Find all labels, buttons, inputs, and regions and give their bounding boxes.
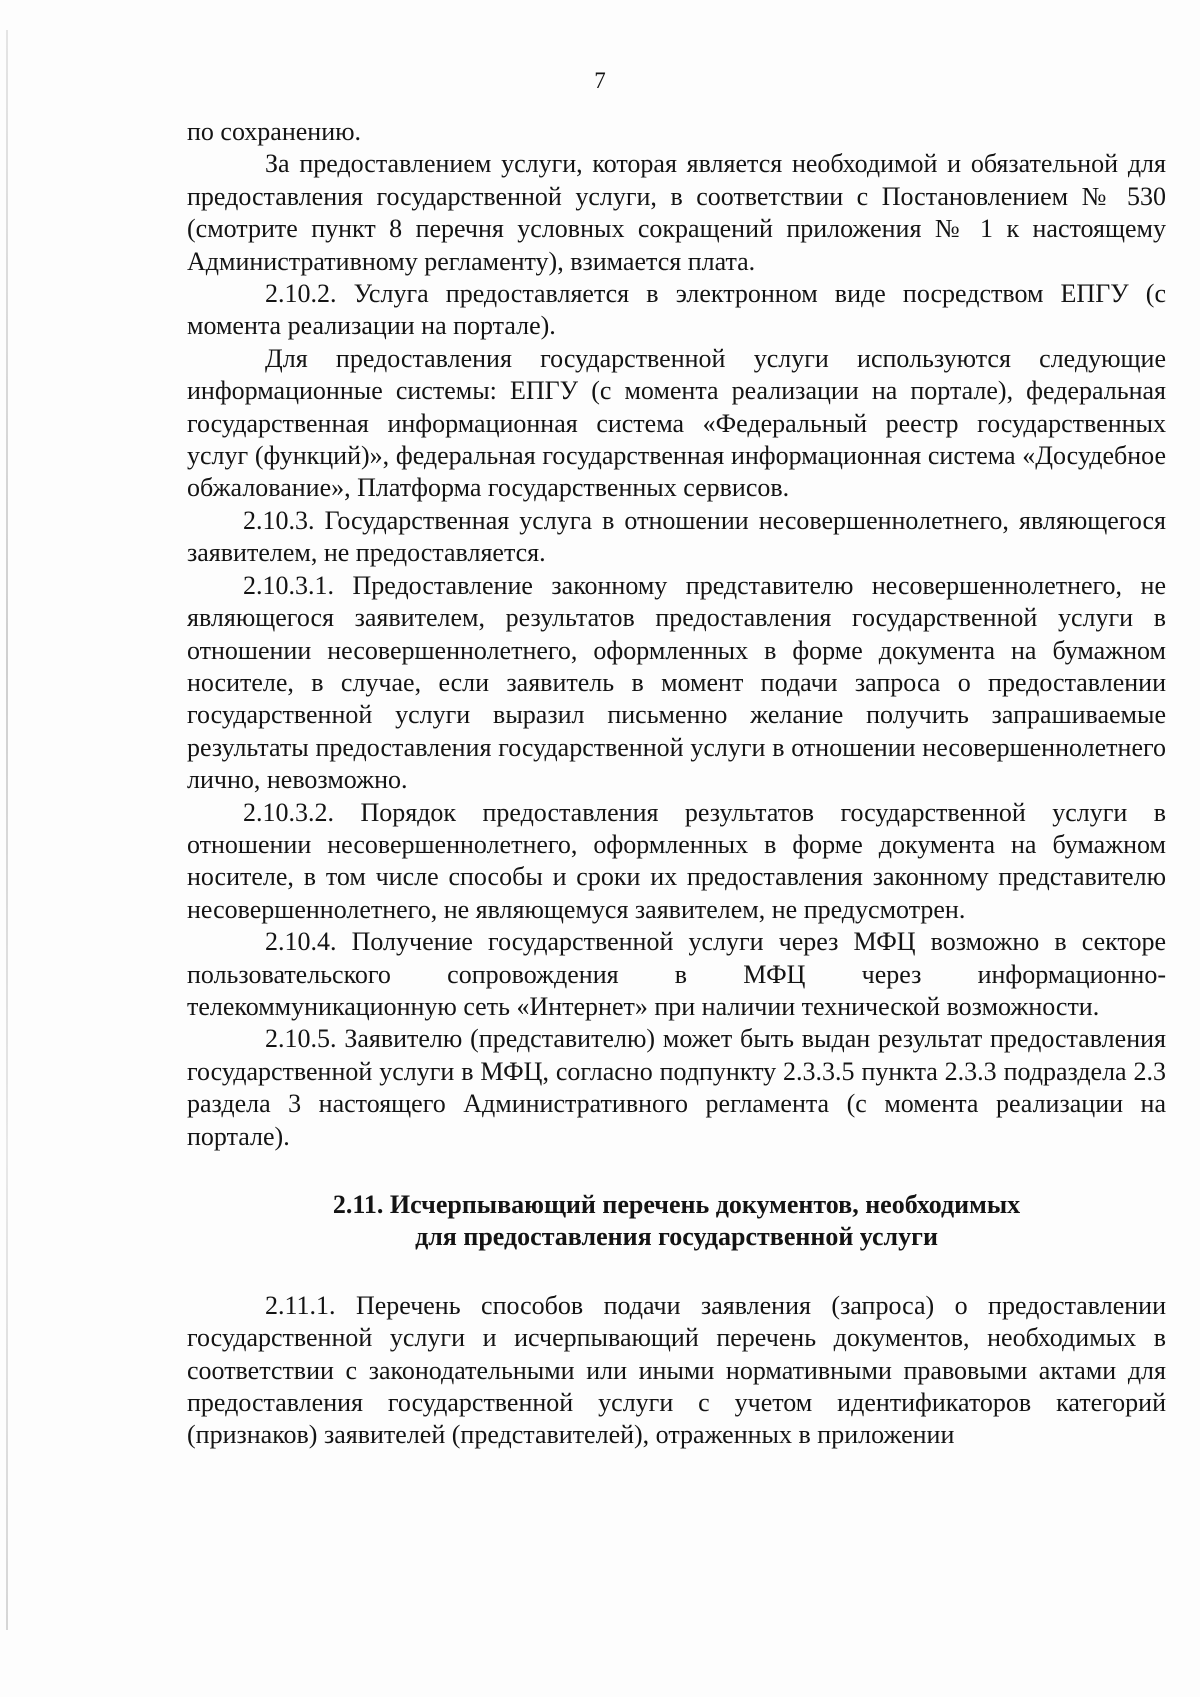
- section-heading: [187, 1189, 1166, 1254]
- paragraph-2-10-3: 2.10.3. Государственная услуга в отношении несовершеннолетнего, являющегося заявителем, не предоставляется.: [187, 505, 1166, 568]
- paragraph-fee: За предоставлением услуги, которая является необходимой и обязательной для предоставления государственной услуги, в соответствии с Постановлением № 530 (смотрите пункт 8 перечня условных сокращений приложения № 1 к настоящему Административному регламенту), взимается плата.: [187, 149, 1166, 276]
- paragraph-2-10-2: 2.10.2. Услуга предоставляется в электронном виде посредством ЕПГУ (с момента реализации на портале).: [187, 279, 1166, 341]
- section-heading-line-2: для предоставления государственной услуги: [415, 1222, 938, 1252]
- section-heading-line-1: 2.11. Исчерпывающий перечень документов, необходимых: [332, 1190, 1021, 1219]
- paragraph-2-10-4: 2.10.4. Получение государственной услуги через МФЦ возможно в секторе пользовательского сопровождения в МФЦ через информационно-телекоммуникационную сеть «Интернет» при наличии технической возможности.: [187, 927, 1166, 1021]
- paragraph-information-systems: Для предоставления государственной услуги используются следующие информационные системы: ЕПГУ (с момента реализации на портале), федеральная государственная информационная система «Федеральный реестр государственных услуг (функций)», федеральная государственная информационная система «Досудебное обжалование», Платформа государственных сервисов.: [187, 343, 1166, 503]
- paragraph-continuation: по сохранению.: [187, 117, 362, 146]
- paragraph-2-10-3-2: 2.10.3.2. Порядок предоставления результатов государственной услуги в отношении несовершеннолетнего, оформленных в форме документа на бумажном носителе, в том числе способы и сроки их предоставления законному представителю несовершеннолетнего, не являющемуся заявителем, не предусмотрен.: [187, 797, 1166, 924]
- document-body: [187, 116, 1166, 1452]
- paragraph-2-11-1: 2.11.1. Перечень способов подачи заявления (запроса) о предоставлении государственной услуги и исчерпывающий перечень документов, необходимых в соответствии с законодательными или иными нормативными правовыми актами для предоставления государственной услуги с учетом идентификаторов категорий (признаков) заявителей (представителей), отраженных в приложении: [187, 1290, 1166, 1450]
- page-number: 7: [594, 68, 606, 93]
- paragraph-2-10-3-1: 2.10.3.1. Предоставление законному представителю несовершеннолетнего, не являющегося заявителем, результатов предоставления государственной услуги в отношении несовершеннолетнего, оформленных в форме документа на бумажном носителе, в случае, если заявитель в момент подачи запроса о предоставлении государственной услуги выразил письменно желание получить запрашиваемые результаты предоставления государственной услуги в отношении несовершеннолетнего лично, невозможно.: [187, 570, 1166, 795]
- scan-edge-shadow: [6, 30, 8, 1630]
- paragraph-2-10-5: 2.10.5. Заявителю (представителю) может быть выдан результат предоставления государственной услуги в МФЦ, согласно подпункту 2.3.3.5 пункта 2.3.3 подраздела 2.3 раздела 3 настоящего Административного регламента (с момента реализации на портале).: [187, 1024, 1166, 1151]
